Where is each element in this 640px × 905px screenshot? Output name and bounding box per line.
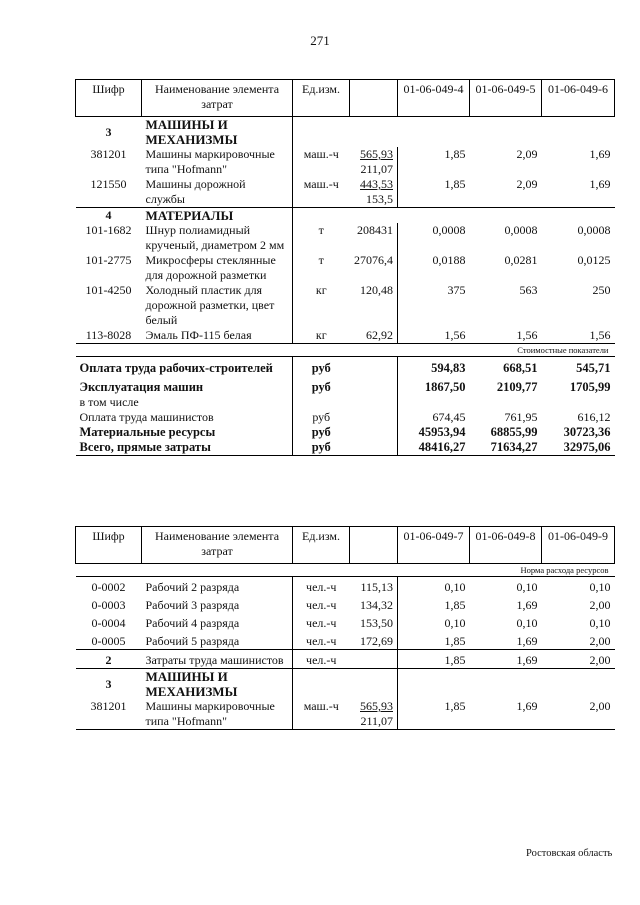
row-rate-3: 1,69	[589, 177, 611, 191]
row-rate-1: 1,85	[444, 634, 466, 648]
summary-unit: руб	[311, 361, 331, 375]
row-rate-1: 1,85	[444, 147, 466, 161]
row-rate-2: 1,69	[470, 650, 542, 669]
row-code: 0-0004	[91, 616, 126, 630]
col-header-rate-2: 01-06-049-5	[470, 80, 542, 117]
row-rate-1: 1,85	[444, 177, 466, 191]
row-rate-3: 2,00	[542, 699, 615, 730]
row-rate-3: 0,10	[589, 616, 611, 630]
row-unit: т	[318, 253, 324, 267]
subheader-row	[76, 564, 615, 577]
section-row	[76, 117, 615, 148]
row-rate-2: 0,0008	[504, 223, 538, 237]
row-unit: чел.-ч	[293, 650, 350, 669]
row-code: 381201	[90, 147, 127, 161]
row-code: 101-2775	[85, 253, 132, 267]
col-header-rate-3: 01-06-049-9	[542, 527, 615, 564]
col-header-code: Шифр	[76, 80, 142, 117]
row-rate-1: 1,85	[398, 699, 470, 730]
summary-name: Эксплуатация машин	[76, 376, 293, 395]
summary-row	[76, 376, 615, 395]
total-name: Всего, прямые затраты	[76, 440, 293, 456]
summary-value-1: 1867,50	[424, 380, 466, 394]
row-unit: чел.-ч	[306, 598, 337, 612]
section-title: МАТЕРИАЛЫ	[142, 208, 293, 224]
table-row	[76, 699, 615, 730]
row-unit: чел.-ч	[306, 580, 337, 594]
section-number: 4	[76, 208, 142, 224]
resource-table-1	[75, 79, 615, 456]
row-unit: т	[318, 223, 324, 237]
row-rate-2: 1,69	[516, 598, 538, 612]
row-rate-2: 0,0281	[504, 253, 538, 267]
row-unit: маш.-ч	[293, 699, 350, 730]
summary-row	[76, 425, 615, 440]
summary-value-2: 68855,99	[490, 425, 538, 439]
col-header-price	[350, 527, 398, 564]
total-value-3: 32975,06	[542, 440, 615, 456]
row-rate-2: 0,10	[516, 616, 538, 630]
row-rate-2: 1,56	[516, 328, 538, 342]
row-rate-1: 0,10	[444, 616, 466, 630]
section-title: МАШИНЫ И МЕХАНИЗМЫ	[142, 669, 293, 700]
summary-value-2: 668,51	[503, 361, 538, 375]
row-code: 101-4250	[85, 283, 132, 297]
row-rate-1: 0,10	[444, 580, 466, 594]
row-name: Машины дорожной службы	[142, 177, 293, 208]
row-rate-3: 2,00	[589, 634, 611, 648]
row-name: Микросферы стеклянные для дорожной разметки	[142, 253, 293, 283]
summary-value-3: 30723,36	[563, 425, 611, 439]
resource-table-2	[75, 526, 615, 730]
table-row	[76, 283, 615, 328]
col-header-rate-2: 01-06-049-8	[470, 527, 542, 564]
col-header-name: Наименование элемента затрат	[142, 527, 293, 564]
col-header-price	[350, 80, 398, 117]
row-rate-2: 0,10	[516, 580, 538, 594]
row-rate-1: 1,85	[444, 598, 466, 612]
summary-row	[76, 410, 615, 425]
row-rate-3: 0,10	[589, 580, 611, 594]
row-rate-1: 1,56	[444, 328, 466, 342]
table-row	[76, 631, 615, 650]
summary-unit: руб	[311, 425, 331, 439]
summary-value-1: 594,83	[431, 361, 466, 375]
row-code: 381201	[76, 699, 142, 730]
table-row	[76, 328, 615, 344]
summary-value-1: 674,45	[432, 410, 466, 424]
row-rate-1: 0,0008	[432, 223, 466, 237]
row-code: 0-0005	[91, 634, 126, 648]
table-row	[76, 613, 615, 631]
row-name: Эмаль ПФ-115 белая	[142, 328, 293, 344]
row-price	[350, 699, 398, 730]
row-price: 62,92	[350, 328, 398, 344]
total-row	[76, 440, 615, 456]
table-header-row	[76, 80, 615, 117]
col-header-rate-3: 01-06-049-6	[542, 80, 615, 117]
summary-value-1: 45953,94	[418, 425, 466, 439]
row-price: 208431	[350, 223, 398, 253]
summary-value-3: 616,12	[577, 410, 611, 424]
total-value-1: 48416,27	[398, 440, 470, 456]
summary-unit: руб	[311, 380, 331, 394]
row-unit: кг	[315, 328, 327, 342]
row-price: 134,32	[350, 595, 398, 613]
row-rate-3: 0,0125	[577, 253, 611, 267]
row-rate-2: 1,69	[516, 634, 538, 648]
table-row	[76, 177, 615, 208]
summary-unit: руб	[312, 410, 331, 424]
col-header-unit: Ед.изм.	[293, 527, 350, 564]
summary-value-3: 1705,99	[569, 380, 611, 394]
col-header-name: Наименование элемента затрат	[142, 80, 293, 117]
row-code: 113-8028	[85, 328, 132, 342]
total-unit: руб	[293, 440, 350, 456]
table-row	[76, 147, 615, 177]
price-value: 565,93	[360, 147, 393, 161]
row-code: 0-0003	[91, 598, 126, 612]
table-header-row	[76, 527, 615, 564]
col-header-rate-1: 01-06-049-4	[398, 80, 470, 117]
row-name: Шнур полиамидный крученый, диаметром 2 мм	[142, 223, 293, 253]
row-price: 115,13	[350, 577, 398, 596]
table-row	[76, 253, 615, 283]
section-row	[76, 208, 615, 224]
row-rate-2: 2,09	[516, 147, 538, 161]
row-unit: маш.-ч	[303, 177, 339, 191]
footer-region: Ростовская область	[526, 848, 613, 859]
col-header-rate-1: 01-06-049-7	[398, 527, 470, 564]
row-code: 0-0002	[91, 580, 126, 594]
row-name: Холодный пластик для дорожной разметки, цвет белый	[142, 283, 293, 328]
price-value: 565,93	[360, 699, 393, 713]
row-price	[350, 177, 398, 208]
row-unit: маш.-ч	[303, 147, 339, 161]
row-price: 27076,4	[350, 253, 398, 283]
summary-value-2: 2109,77	[496, 380, 538, 394]
col-header-unit: Ед.изм.	[293, 80, 350, 117]
row-rate-2: 2,09	[516, 177, 538, 191]
summary-row	[76, 395, 615, 410]
subheader-label: Норма расхода ресурсов	[76, 564, 615, 577]
row-price: 120,48	[350, 283, 398, 328]
summary-name: Оплата труда машинистов	[76, 410, 293, 425]
section-number: 3	[76, 117, 142, 148]
table-row	[76, 223, 615, 253]
row-rate-3: 1,56	[589, 328, 611, 342]
price-value-2: 153,5	[366, 192, 393, 206]
row-rate-1: 375	[447, 283, 466, 297]
row-name: Машины маркировочные типа "Hofmann"	[142, 699, 293, 730]
row-price	[350, 147, 398, 177]
row-name: Рабочий 4 разряда	[142, 613, 293, 631]
row-unit: чел.-ч	[306, 634, 337, 648]
summary-note: в том числе	[76, 395, 293, 410]
summary-value-2: 761,95	[504, 410, 538, 424]
price-value: 443,53	[360, 177, 393, 191]
table-row	[76, 595, 615, 613]
row-rate-1: 1,85	[398, 650, 470, 669]
section-number: 2	[76, 650, 142, 669]
total-value-2: 71634,27	[470, 440, 542, 456]
row-price: 153,50	[350, 613, 398, 631]
row-unit: кг	[315, 283, 327, 297]
row-code: 101-1682	[85, 223, 132, 237]
subheader-label: Стоимостные показатели	[76, 344, 615, 357]
row-name: Машины маркировочные типа "Hofmann"	[142, 147, 293, 177]
row-rate-2: 1,69	[470, 699, 542, 730]
section-title: Затраты труда машинистов	[142, 650, 293, 669]
price-value-2: 211,07	[360, 714, 393, 728]
section-row	[76, 650, 615, 669]
row-rate-3: 0,0008	[577, 223, 611, 237]
summary-row	[76, 357, 615, 377]
section-title: МАШИНЫ И МЕХАНИЗМЫ	[142, 117, 293, 148]
row-name: Рабочий 5 разряда	[142, 631, 293, 650]
row-name: Рабочий 2 разряда	[142, 577, 293, 596]
subheader-row	[76, 344, 615, 357]
summary-name: Оплата труда рабочих-строителей	[76, 357, 293, 377]
row-code: 121550	[90, 177, 127, 191]
section-row	[76, 669, 615, 700]
row-rate-3: 2,00	[542, 650, 615, 669]
row-rate-3: 1,69	[589, 147, 611, 161]
table-row	[76, 577, 615, 596]
row-name: Рабочий 3 разряда	[142, 595, 293, 613]
page-number: 271	[310, 33, 330, 48]
row-rate-3: 2,00	[589, 598, 611, 612]
row-unit: чел.-ч	[306, 616, 337, 630]
row-rate-1: 0,0188	[432, 253, 466, 267]
summary-value-3: 545,71	[576, 361, 611, 375]
row-rate-2: 563	[519, 283, 538, 297]
row-price: 172,69	[350, 631, 398, 650]
summary-name: Материальные ресурсы	[76, 425, 293, 440]
col-header-code: Шифр	[76, 527, 142, 564]
price-value-2: 211,07	[360, 162, 393, 176]
section-number: 3	[76, 669, 142, 700]
row-rate-3: 250	[592, 283, 611, 297]
